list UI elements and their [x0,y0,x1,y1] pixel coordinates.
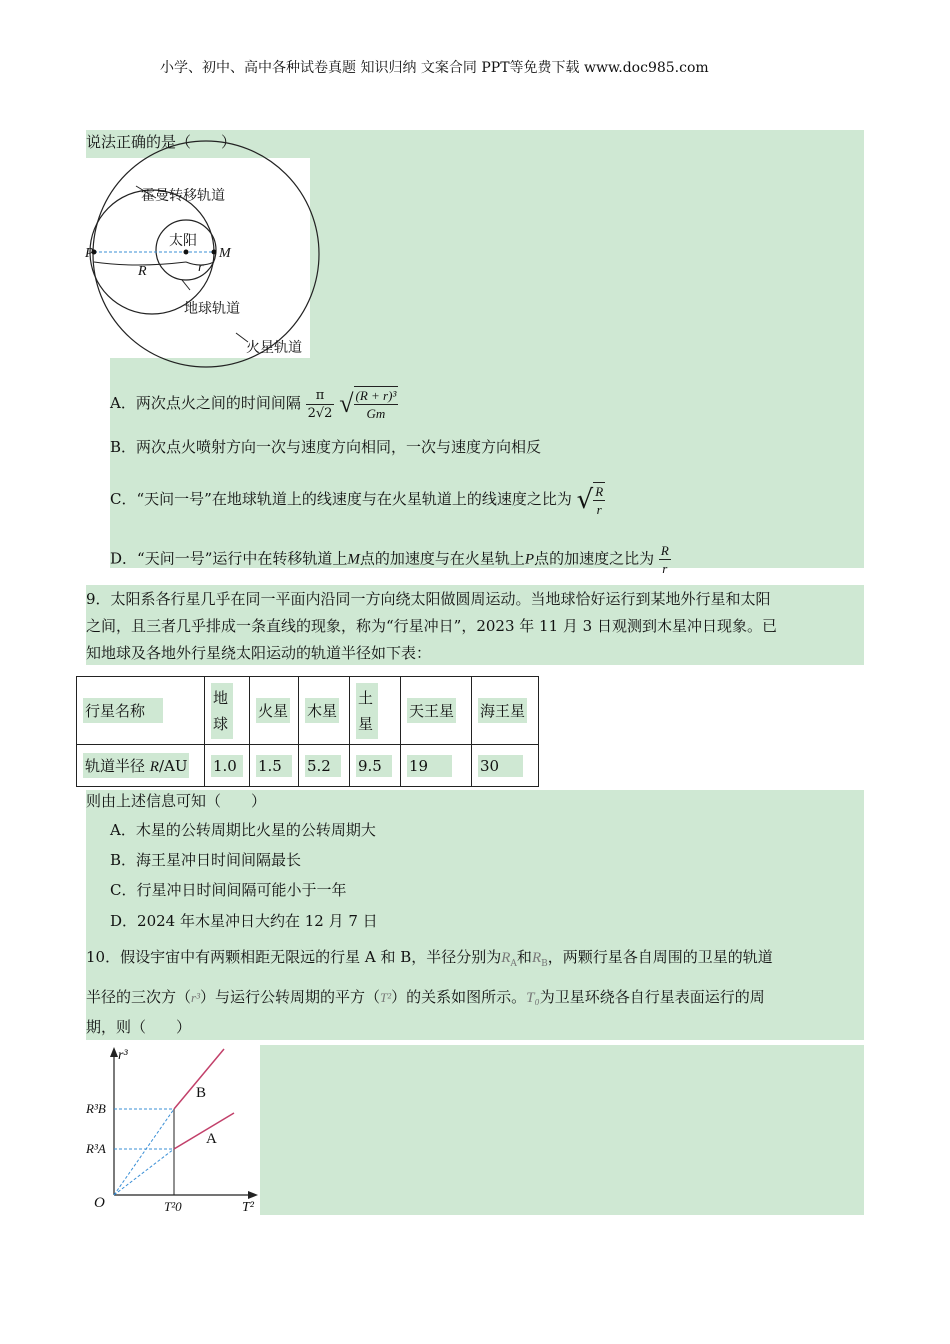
table-cell: 轨道半径 R/AU [83,753,189,778]
table-row [77,745,539,787]
q10-line-1: 10．假设宇宙中有两颗相距无限远的行星 A 和 B，半径分别为$R_A$和$R_B$，两颗行星各自周围的卫星的轨道 [86,948,773,969]
q10-line-2: 半径的三次方（r³）与运行公转周期的平方（T²）的关系如图所示。T₀为卫星环绕各自行星表面运行的周 [86,988,765,1006]
label-r-small: r [198,260,204,275]
table-cell: 天王星 [407,698,456,723]
label-mars-orbit: 火星轨道 [246,341,302,356]
label-earth-orbit: 地球轨道 [184,302,240,317]
label-hohmann: 霍曼转移轨道 [141,189,225,204]
table-cell: 1.0 [211,755,243,777]
table-cell: 30 [478,755,523,777]
q8-option-c: C．“天问一号”在地球轨道上的线速度与在火星轨道上的线速度之比为 √ $\frac{R}{r}$ [110,484,604,517]
table-cell: 5.2 [305,755,341,777]
label-r-big: R [138,264,147,279]
table-cell: 木星 [305,698,339,723]
q8-a-sqrt-fraction: $\frac{\text{(R + r)³}}{Gm}$ [355,388,397,421]
q8-option-d: D．“天问一号”运行中在转移轨道上M点的加速度与在火星轨上P点的加速度之比为 $\frac{R}{r}$ [110,543,669,576]
label-y-axis: r³ [118,1048,128,1063]
label-origin: O [94,1195,105,1211]
q9-line-1: 9．太阳系各行星几乎在同一平面内沿同一方向绕太阳做圆周运动。当地球恰好运行到某地外行星和太阳 [86,590,771,608]
table-cell: 火星 [256,698,290,723]
q9-option-b: B．海王星冲日时间间隔最长 [110,851,302,869]
q10-line-3: 期，则（ ） [86,1018,192,1036]
sun-dot [184,250,189,255]
q10-graph [86,1045,260,1215]
label-x-axis: T² [242,1200,254,1215]
q9-option-d: D．2024 年木星冲日大约在 12 月 7 日 [110,912,378,930]
label-ra3: R³A [86,1141,106,1156]
table-cell: 19 [407,755,452,777]
table-cell: 9.5 [356,755,392,777]
table-cell: 行星名称 [83,698,163,723]
label-line-b: B [196,1085,207,1101]
q8-orbit-figure [86,158,310,354]
label-p: P [85,246,94,261]
highlight-block-7 [260,1045,864,1215]
label-line-a: A [206,1131,217,1147]
q8-d-fraction: $\frac{R}{r}$ [660,543,669,576]
q8-stem-tail: 说法正确的是（ ） [86,133,237,151]
table-row [77,677,539,745]
label-sun: 太阳 [169,234,197,249]
q8-option-b: B．两次点火喷射方向一次与速度方向相同，一次与速度方向相反 [110,438,542,456]
point-m-dot [212,250,217,255]
highlight-block-2 [310,158,864,358]
q9-after-table: 则由上述信息可知（ ） [86,792,267,810]
q8-option-a: A．两次点火之间的时间间隔 $\frac{\pi}{2√2}$ √ $\frac{\text{(R + r)³}}{Gm}$ [110,387,397,421]
label-t02: T²0 [164,1199,182,1214]
q9-line-3: 知地球及各地外行星绕太阳运动的轨道半径如下表： [86,644,432,662]
q8-a-fraction: $\frac{\pi}{2√2}$ [307,387,333,421]
table-cell: 1.5 [256,755,292,777]
q9-line-2: 之间，且三者几乎排成一条直线的现象，称为“行星冲日”，2023 年 11 月 3 日观测到木星冲日现象。已 [86,617,777,635]
table-cell: 海王星 [478,698,527,723]
q9-option-a: A．木星的公转周期比火星的公转周期大 [110,821,376,839]
table-cell: 土星 [356,683,378,739]
table-cell: 地球 [211,683,233,739]
page-header: 小学、初中、高中各种试卷真题 知识归纳 文案合同 PPT等免费下载 www.doc985.com [160,60,709,76]
label-rb3: R³B [86,1101,106,1116]
planet-radius-table [76,676,539,787]
q9-option-c: C．行星冲日时间间隔可能小于一年 [110,881,347,899]
q8-c-fraction: $\frac{R}{r}$ [595,484,604,517]
label-m: M [219,246,231,261]
